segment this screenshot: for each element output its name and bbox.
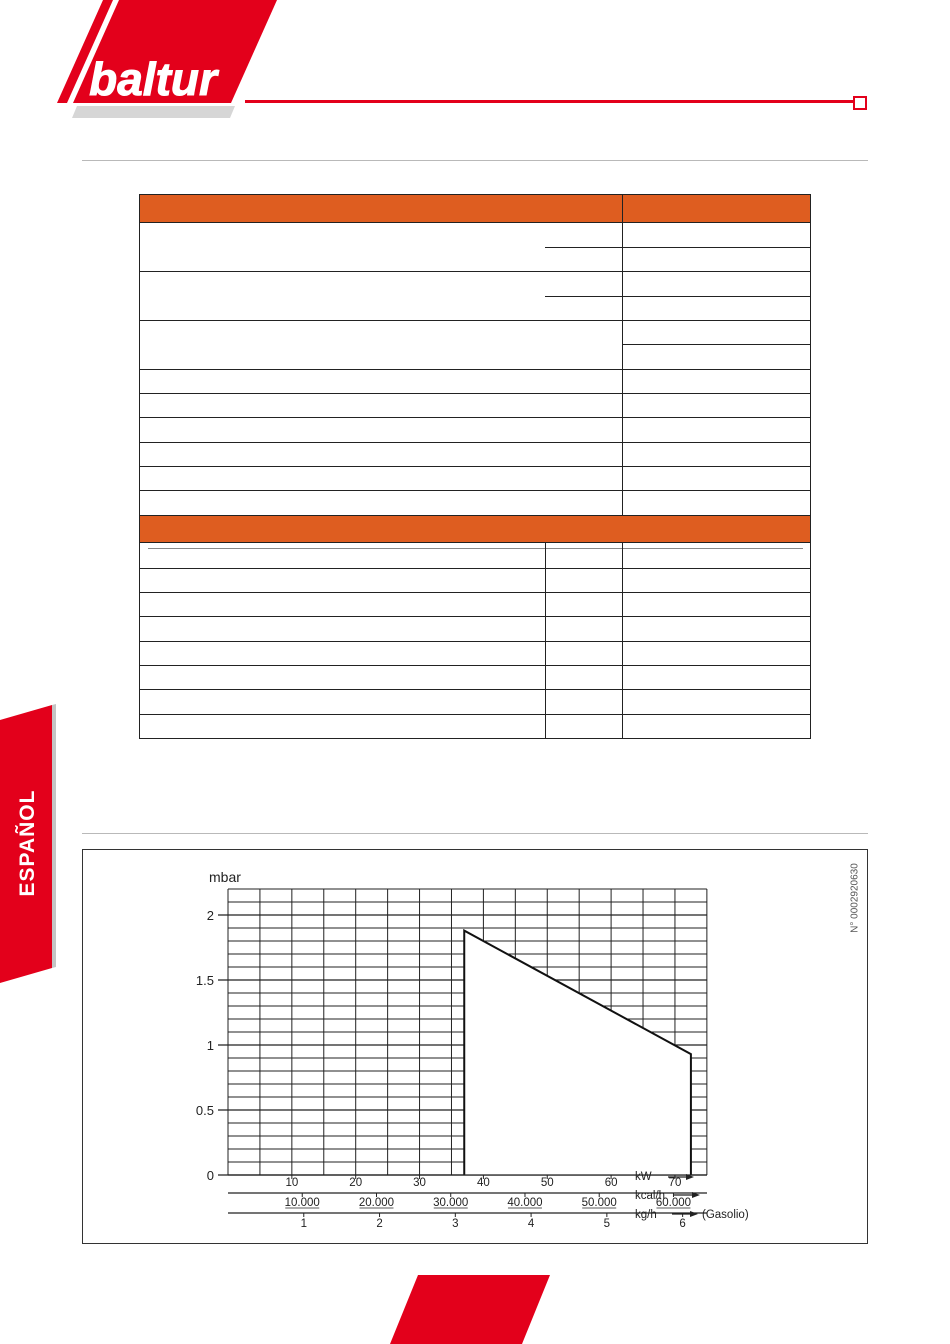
column-divider-lower-1 bbox=[545, 543, 546, 738]
axis-unit-label: kg/h bbox=[635, 1209, 657, 1221]
header-divider bbox=[622, 195, 623, 222]
x-tick-label: 70 bbox=[668, 1177, 682, 1189]
header-rule-end-marker bbox=[853, 96, 867, 110]
header-rule bbox=[245, 100, 857, 103]
axis-arrow-head bbox=[690, 1211, 698, 1217]
column-divider-lower-2 bbox=[622, 543, 623, 738]
axis-unit-note: (Gasolio) bbox=[702, 1209, 749, 1221]
y-tick-label: 0.5 bbox=[195, 1103, 214, 1118]
axis-unit-label: kcal/h bbox=[635, 1190, 666, 1202]
x-tick-label: 5 bbox=[603, 1218, 611, 1230]
x-tick-label: 3 bbox=[452, 1218, 459, 1230]
x-tick-label: 40.000 bbox=[507, 1197, 543, 1209]
table-section-header bbox=[140, 515, 810, 542]
x-tick-label: 10.000 bbox=[284, 1197, 320, 1209]
x-tick-label: 40 bbox=[477, 1177, 490, 1189]
y-tick-label: 2 bbox=[206, 908, 214, 923]
section-divider-bottom bbox=[82, 833, 868, 834]
y-axis-label: mbar bbox=[209, 869, 241, 885]
x-tick-label: 20 bbox=[349, 1177, 363, 1189]
x-tick-label: 50 bbox=[540, 1177, 554, 1189]
page-number-tab bbox=[390, 1275, 552, 1344]
x-tick-label: 30.000 bbox=[433, 1197, 469, 1209]
x-tick-label: 6 bbox=[679, 1218, 686, 1230]
x-tick-label: 1 bbox=[300, 1218, 307, 1230]
x-tick-label: 60 bbox=[604, 1177, 618, 1189]
x-tick-label: 50.000 bbox=[581, 1197, 617, 1209]
document-number: N° 0002920630 bbox=[849, 863, 861, 933]
axis-unit-label: kW bbox=[635, 1171, 652, 1183]
section-divider-top bbox=[82, 160, 868, 161]
x-tick-label: 60.000 bbox=[655, 1197, 692, 1209]
column-divider-upper bbox=[622, 223, 623, 515]
technical-data-table bbox=[139, 194, 811, 739]
x-tick-label: 4 bbox=[527, 1218, 535, 1230]
x-tick-label: 20.000 bbox=[358, 1197, 395, 1209]
table-header-row bbox=[140, 195, 810, 222]
baltur-logo bbox=[55, 0, 295, 130]
brand-text: baltur bbox=[89, 53, 217, 105]
x-tick-label: 30 bbox=[413, 1177, 426, 1189]
y-tick-label: 1.5 bbox=[195, 973, 214, 988]
y-tick-label: 0 bbox=[206, 1168, 214, 1183]
y-tick-label: 1 bbox=[206, 1038, 214, 1053]
language-label: ESPAÑOL bbox=[16, 789, 39, 896]
x-tick-label: 10 bbox=[285, 1177, 299, 1189]
x-tick-label: 2 bbox=[376, 1218, 383, 1230]
working-field-chart bbox=[82, 849, 868, 1244]
